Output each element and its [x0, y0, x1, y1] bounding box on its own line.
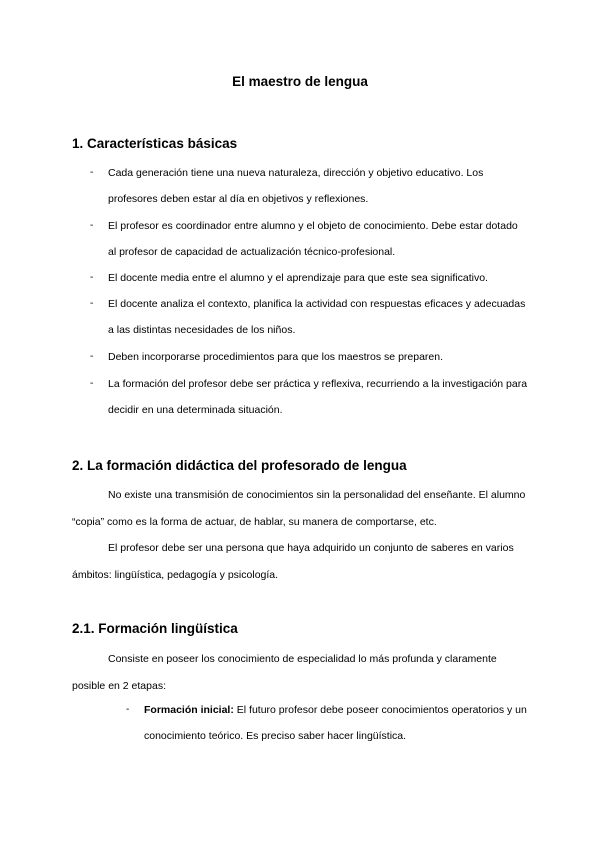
list-item: El docente analiza el contexto, planifica la actividad con respuestas eficaces y adecuadas a las distintas necesidades de los niños. — [108, 298, 526, 336]
section-1-heading: 1. Características básicas — [72, 136, 238, 151]
section-2-1-heading: 2.1. Formación lingüística — [72, 621, 238, 636]
item-label: Formación inicial: — [144, 704, 234, 716]
item-text: El futuro profesor debe poseer conocimientos operatorios y un conocimiento teórico. Es preciso saber hacer lingüística. — [144, 704, 527, 742]
bullet-marker: - — [90, 351, 94, 362]
bullet-marker: - — [90, 298, 94, 309]
section-2-paragraph-1: No existe una transmisión de conocimientos sin la personalidad del enseñante. El alumno “copia” como es la forma de actuar, de hablar, su manera de comportarse, etc. — [72, 489, 526, 528]
list-item: La formación del profesor debe ser práctica y reflexiva, recurriendo a la investigación para decidir en una determinada situación. — [108, 378, 528, 416]
bullet-marker: - — [90, 220, 94, 231]
section-2-paragraph-2: El profesor debe ser una persona que haya adquirido un conjunto de saberes en varios ámbitos: lingüística, pedagogía y psicología. — [72, 542, 514, 581]
section-2-1-paragraph: Consiste en poseer los conocimiento de especialidad lo más profunda y claramente posible en 2 etapas: — [72, 653, 497, 692]
document-title: El maestro de lengua — [232, 74, 368, 89]
list-item: Cada generación tiene una nueva naturaleza, dirección y objetivo educativo. Los profesores deben estar al día en objetivos y reflexiones. — [108, 167, 484, 205]
list-item: Deben incorporarse procedimientos para que los maestros se preparen. — [108, 351, 444, 363]
list-item: El profesor es coordinador entre alumno y el objeto de conocimiento. Debe estar dotado al profesor de capacidad de actualización técnico-profesional. — [108, 220, 518, 258]
list-item — [144, 697, 534, 749]
sub-bullet-marker: - — [126, 704, 130, 715]
list-item: El docente media entre el alumno y el aprendizaje para que este sea significativo. — [108, 272, 488, 284]
bullet-marker: - — [90, 272, 94, 283]
bullet-marker: - — [90, 167, 94, 178]
bullet-marker: - — [90, 378, 94, 389]
section-2-heading: 2. La formación didáctica del profesorado de lengua — [72, 458, 407, 473]
